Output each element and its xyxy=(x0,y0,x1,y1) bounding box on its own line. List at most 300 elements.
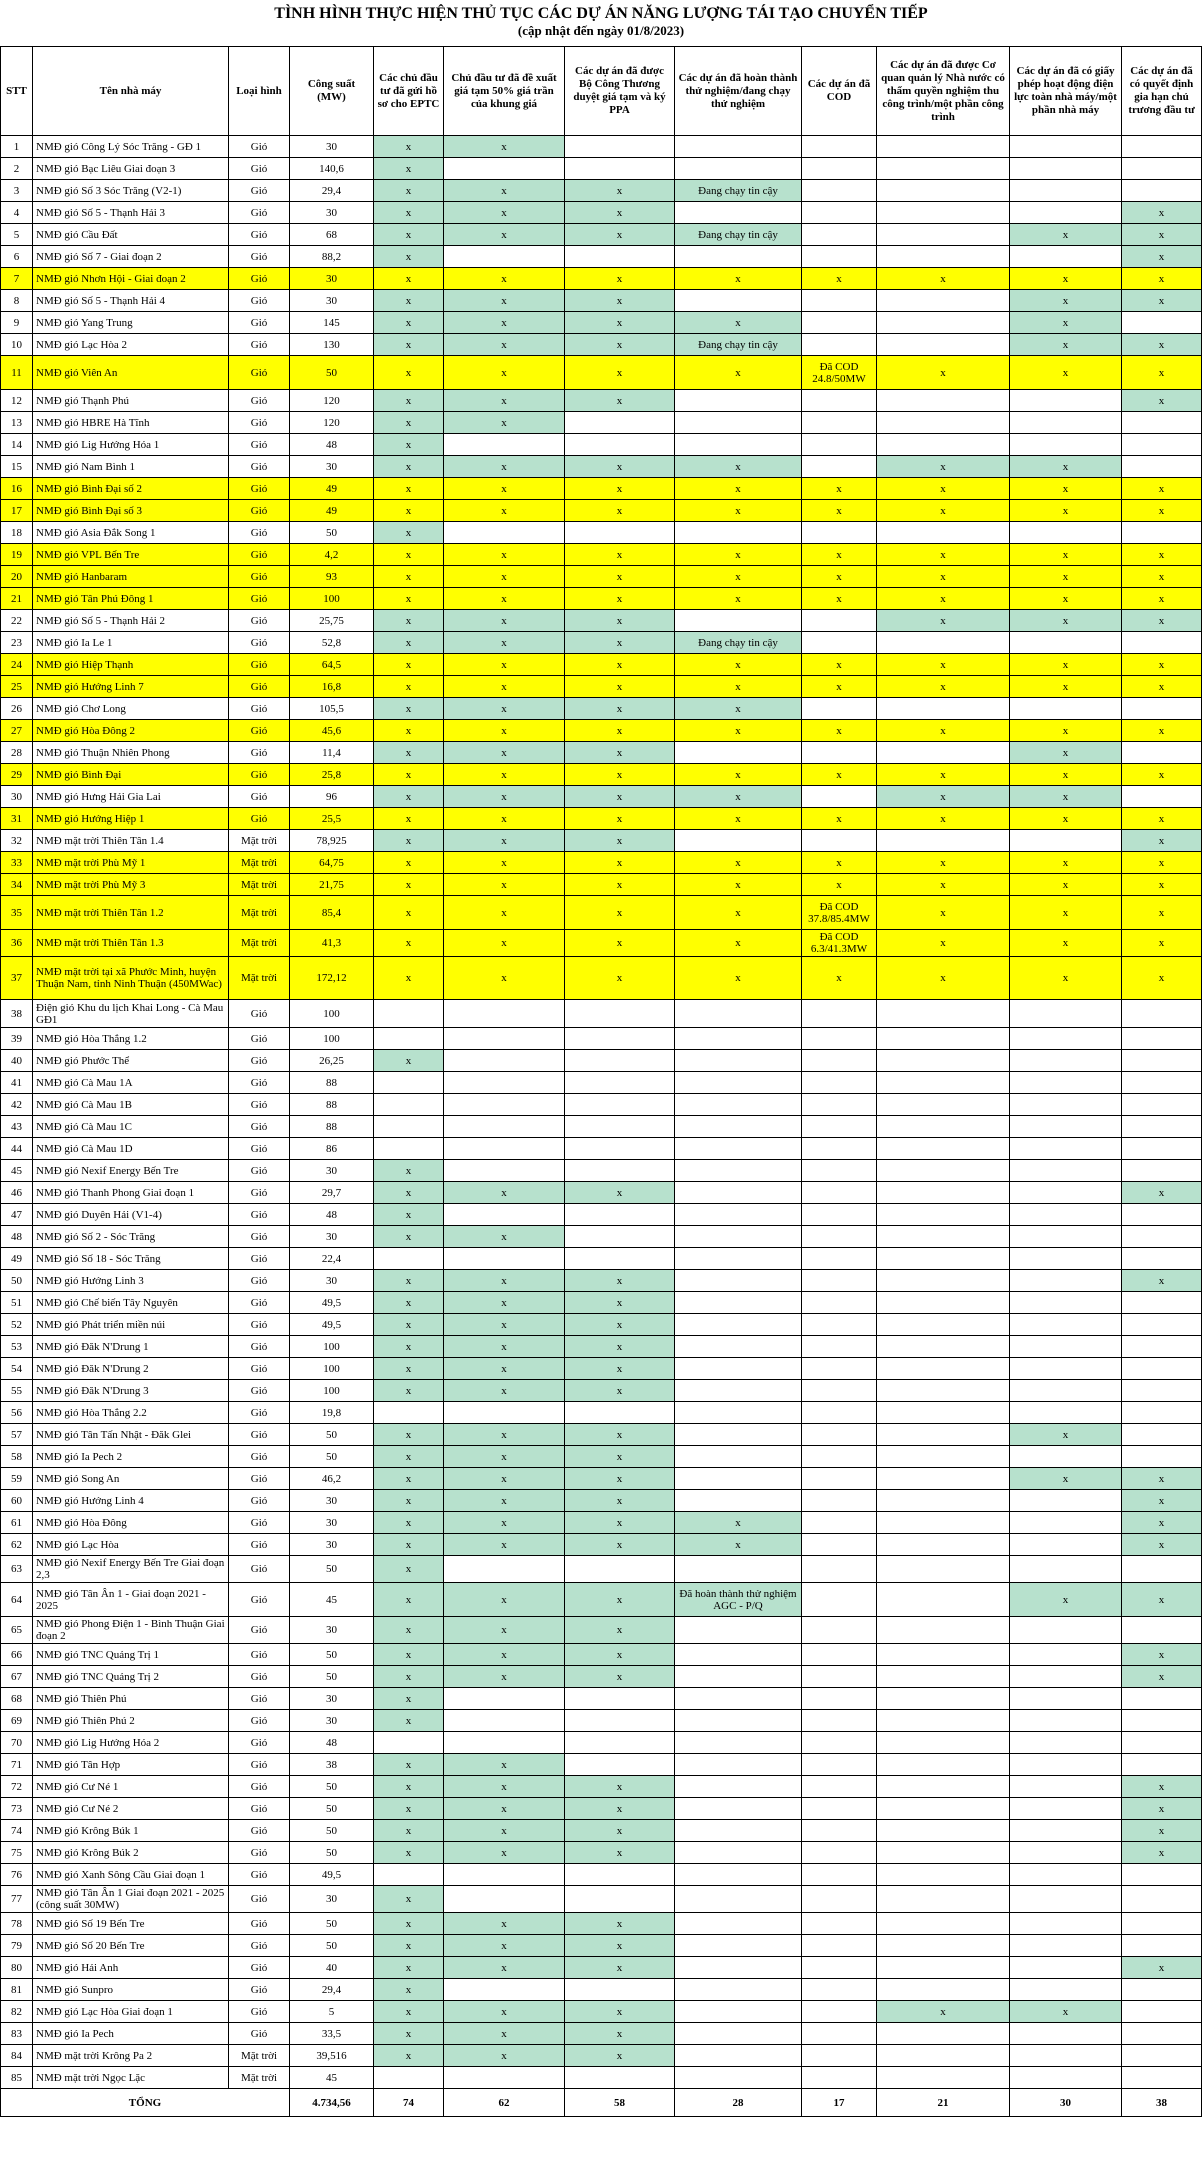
row-stt: 19 xyxy=(1,544,33,566)
row-status xyxy=(1010,2067,1122,2089)
row-status xyxy=(877,830,1010,852)
row-status xyxy=(565,1754,675,1776)
row-status: x xyxy=(565,390,675,412)
row-status: x xyxy=(1010,1583,1122,1617)
row-status: x xyxy=(444,632,565,654)
row-status: x xyxy=(444,1292,565,1314)
table-row xyxy=(1,478,1202,500)
col-header: Công suất (MW) xyxy=(290,47,374,136)
row-capacity: 50 xyxy=(290,1842,374,1864)
table-row xyxy=(1,830,1202,852)
row-name: NMĐ gió Lig Hướng Hóa 1 xyxy=(33,434,229,456)
row-status: x xyxy=(444,1583,565,1617)
row-status: Đã hoàn thành thử nghiệm AGC - P/Q xyxy=(675,1583,802,1617)
row-status: x xyxy=(374,852,444,874)
row-status xyxy=(1122,1732,1202,1754)
table-row xyxy=(1,1402,1202,1424)
row-capacity: 30 xyxy=(290,1534,374,1556)
row-status xyxy=(565,1160,675,1182)
row-status: x xyxy=(565,290,675,312)
row-status xyxy=(675,1072,802,1094)
row-status: x xyxy=(877,478,1010,500)
row-status: x xyxy=(565,202,675,224)
row-status: x xyxy=(374,1754,444,1776)
row-status xyxy=(1010,1913,1122,1935)
row-status: x xyxy=(565,2045,675,2067)
row-name: NMĐ gió Chơ Long xyxy=(33,698,229,720)
row-status xyxy=(1010,434,1122,456)
row-capacity: 86 xyxy=(290,1138,374,1160)
row-stt: 53 xyxy=(1,1336,33,1358)
row-status xyxy=(675,830,802,852)
row-stt: 84 xyxy=(1,2045,33,2067)
row-status xyxy=(877,1490,1010,1512)
row-capacity: 52,8 xyxy=(290,632,374,654)
row-capacity: 50 xyxy=(290,1776,374,1798)
row-type: Gió xyxy=(229,1248,290,1270)
row-status xyxy=(877,224,1010,246)
row-type: Gió xyxy=(229,1490,290,1512)
row-status xyxy=(802,1424,877,1446)
row-capacity: 49,5 xyxy=(290,1292,374,1314)
row-name: NMĐ gió Hòa Thắng 2.2 xyxy=(33,1402,229,1424)
row-status: x xyxy=(1010,874,1122,896)
row-stt: 73 xyxy=(1,1798,33,1820)
row-capacity: 100 xyxy=(290,1336,374,1358)
row-status xyxy=(374,1028,444,1050)
row-status: x xyxy=(565,1182,675,1204)
row-status xyxy=(675,1913,802,1935)
row-status xyxy=(675,1160,802,1182)
row-status: x xyxy=(444,1446,565,1468)
row-status xyxy=(802,1617,877,1644)
row-type: Gió xyxy=(229,1666,290,1688)
row-status: x xyxy=(802,676,877,698)
row-type: Gió xyxy=(229,1380,290,1402)
row-status xyxy=(565,1710,675,1732)
row-stt: 3 xyxy=(1,180,33,202)
row-status xyxy=(444,158,565,180)
row-status xyxy=(877,1336,1010,1358)
row-capacity: 45 xyxy=(290,2067,374,2089)
row-capacity: 145 xyxy=(290,312,374,334)
row-status xyxy=(675,158,802,180)
row-status xyxy=(565,136,675,158)
row-name: NMĐ mặt trời Thiên Tân 1.2 xyxy=(33,896,229,930)
row-status xyxy=(1010,1138,1122,1160)
row-status: x xyxy=(374,896,444,930)
row-status: x xyxy=(1122,1583,1202,1617)
row-status xyxy=(802,786,877,808)
row-stt: 16 xyxy=(1,478,33,500)
row-stt: 40 xyxy=(1,1050,33,1072)
row-status xyxy=(802,1842,877,1864)
row-type: Gió xyxy=(229,1512,290,1534)
row-name: NMĐ gió Krông Búk 2 xyxy=(33,1842,229,1864)
row-name: NMĐ gió Hiệp Thạnh xyxy=(33,654,229,676)
row-status xyxy=(444,1116,565,1138)
row-type: Gió xyxy=(229,720,290,742)
row-status: x xyxy=(565,1617,675,1644)
table-header-row xyxy=(1,47,1202,136)
row-stt: 15 xyxy=(1,456,33,478)
row-stt: 27 xyxy=(1,720,33,742)
row-status xyxy=(877,1094,1010,1116)
row-capacity: 26,25 xyxy=(290,1050,374,1072)
row-status xyxy=(877,1358,1010,1380)
row-status xyxy=(1010,1820,1122,1842)
row-stt: 61 xyxy=(1,1512,33,1534)
row-name: NMĐ gió Phát triển miền núi xyxy=(33,1314,229,1336)
row-name: NMĐ gió Chế biến Tây Nguyên xyxy=(33,1292,229,1314)
row-status xyxy=(877,412,1010,434)
row-status: x xyxy=(374,180,444,202)
row-status: x xyxy=(374,1688,444,1710)
row-status xyxy=(802,698,877,720)
row-status: x xyxy=(802,588,877,610)
row-status: x xyxy=(444,1358,565,1380)
row-type: Gió xyxy=(229,610,290,632)
col-header: Tên nhà máy xyxy=(33,47,229,136)
row-status xyxy=(802,290,877,312)
row-status xyxy=(1010,698,1122,720)
row-status: x xyxy=(565,1336,675,1358)
row-status: x xyxy=(565,1512,675,1534)
row-status xyxy=(565,1138,675,1160)
row-capacity: 29,4 xyxy=(290,180,374,202)
row-type: Gió xyxy=(229,2023,290,2045)
row-stt: 81 xyxy=(1,1979,33,2001)
row-name: NMĐ gió TNC Quảng Trị 2 xyxy=(33,1666,229,1688)
row-status: x xyxy=(802,478,877,500)
row-type: Gió xyxy=(229,1028,290,1050)
row-name: NMĐ gió Lạc Hòa 2 xyxy=(33,334,229,356)
row-status xyxy=(802,1957,877,1979)
row-status xyxy=(877,2023,1010,2045)
row-stt: 39 xyxy=(1,1028,33,1050)
row-status xyxy=(1010,1490,1122,1512)
row-status: x xyxy=(877,786,1010,808)
row-status: x xyxy=(1122,1644,1202,1666)
row-status: x xyxy=(565,742,675,764)
row-status: x xyxy=(374,1050,444,1072)
row-status: x xyxy=(1122,566,1202,588)
row-capacity: 30 xyxy=(290,1710,374,1732)
row-status xyxy=(675,1424,802,1446)
row-status xyxy=(444,1160,565,1182)
row-status xyxy=(1010,1380,1122,1402)
row-status xyxy=(877,1270,1010,1292)
row-status xyxy=(374,1864,444,1886)
row-status: x xyxy=(374,1490,444,1512)
table-row xyxy=(1,1512,1202,1534)
row-status: x xyxy=(374,610,444,632)
row-status: x xyxy=(1010,268,1122,290)
row-status xyxy=(877,1979,1010,2001)
row-status: x xyxy=(802,544,877,566)
row-status: x xyxy=(1122,588,1202,610)
row-status xyxy=(565,158,675,180)
table-row xyxy=(1,1556,1202,1583)
row-status xyxy=(877,158,1010,180)
col-header: Các dự án đã hoàn thành thử nghiệm/đang chạy thử nghiệm xyxy=(675,47,802,136)
row-status: x xyxy=(1122,874,1202,896)
row-status xyxy=(802,1688,877,1710)
row-type: Gió xyxy=(229,246,290,268)
row-status: x xyxy=(1010,1424,1122,1446)
row-status: x xyxy=(802,720,877,742)
row-status xyxy=(877,1000,1010,1028)
row-status xyxy=(1010,1094,1122,1116)
row-stt: 70 xyxy=(1,1732,33,1754)
row-stt: 4 xyxy=(1,202,33,224)
row-status xyxy=(877,312,1010,334)
table-row xyxy=(1,312,1202,334)
row-stt: 13 xyxy=(1,412,33,434)
row-status: x xyxy=(374,1358,444,1380)
row-status xyxy=(1010,1292,1122,1314)
row-capacity: 30 xyxy=(290,1688,374,1710)
row-status: x xyxy=(565,1468,675,1490)
row-capacity: 30 xyxy=(290,1512,374,1534)
row-status: x xyxy=(444,500,565,522)
row-status: x xyxy=(374,1336,444,1358)
table-row xyxy=(1,1776,1202,1798)
row-name: NMĐ gió Krông Búk 1 xyxy=(33,1820,229,1842)
table-row xyxy=(1,1226,1202,1248)
row-status: x xyxy=(374,874,444,896)
row-status: x xyxy=(675,698,802,720)
row-status xyxy=(802,1534,877,1556)
row-name: NMĐ gió Thiên Phú xyxy=(33,1688,229,1710)
row-capacity: 30 xyxy=(290,1270,374,1292)
row-status xyxy=(675,1248,802,1270)
row-status: x xyxy=(374,1204,444,1226)
row-capacity: 30 xyxy=(290,456,374,478)
row-status xyxy=(675,1617,802,1644)
row-status: x xyxy=(877,544,1010,566)
row-name: NMĐ gió Hướng Linh 3 xyxy=(33,1270,229,1292)
table-row xyxy=(1,1424,1202,1446)
row-status: x xyxy=(1122,1820,1202,1842)
row-capacity: 105,5 xyxy=(290,698,374,720)
table-row xyxy=(1,896,1202,930)
row-status xyxy=(802,1116,877,1138)
row-status: x xyxy=(444,224,565,246)
row-status xyxy=(444,434,565,456)
row-status: x xyxy=(565,874,675,896)
table-row xyxy=(1,1688,1202,1710)
row-name: NMĐ gió Yang Trung xyxy=(33,312,229,334)
row-status xyxy=(1010,1979,1122,2001)
row-stt: 35 xyxy=(1,896,33,930)
row-status: x xyxy=(877,676,1010,698)
row-status: x xyxy=(374,1446,444,1468)
table-row xyxy=(1,1358,1202,1380)
row-status: x xyxy=(675,764,802,786)
table-row xyxy=(1,434,1202,456)
row-capacity: 30 xyxy=(290,1886,374,1913)
row-status xyxy=(1122,742,1202,764)
row-stt: 1 xyxy=(1,136,33,158)
row-status: x xyxy=(374,1583,444,1617)
row-status xyxy=(675,1358,802,1380)
row-type: Gió xyxy=(229,1979,290,2001)
row-status xyxy=(802,1913,877,1935)
row-status xyxy=(877,1072,1010,1094)
row-status xyxy=(675,1820,802,1842)
row-status: x xyxy=(565,2001,675,2023)
row-stt: 10 xyxy=(1,334,33,356)
row-status: x xyxy=(444,786,565,808)
table-row xyxy=(1,588,1202,610)
row-status: x xyxy=(374,566,444,588)
table-row xyxy=(1,1204,1202,1226)
row-status xyxy=(565,1050,675,1072)
row-status xyxy=(877,1402,1010,1424)
row-name: NMĐ gió Hướng Linh 4 xyxy=(33,1490,229,1512)
row-capacity: 33,5 xyxy=(290,2023,374,2045)
row-status: x xyxy=(565,1776,675,1798)
row-status xyxy=(877,390,1010,412)
row-type: Gió xyxy=(229,1000,290,1028)
row-status: x xyxy=(565,334,675,356)
row-status: x xyxy=(565,1842,675,1864)
row-status xyxy=(877,1886,1010,1913)
row-capacity: 5 xyxy=(290,2001,374,2023)
row-status: x xyxy=(565,1380,675,1402)
row-status xyxy=(1010,1182,1122,1204)
row-status xyxy=(802,2067,877,2089)
table-row xyxy=(1,290,1202,312)
row-status: x xyxy=(444,544,565,566)
row-status: x xyxy=(1122,1534,1202,1556)
table-row xyxy=(1,1935,1202,1957)
row-status xyxy=(675,1270,802,1292)
row-status xyxy=(675,1842,802,1864)
row-status: x xyxy=(565,566,675,588)
row-status: x xyxy=(1010,852,1122,874)
row-status: x xyxy=(1122,1182,1202,1204)
row-status: x xyxy=(444,720,565,742)
row-name: NMĐ gió Nhơn Hội - Giai đoạn 2 xyxy=(33,268,229,290)
row-type: Gió xyxy=(229,1072,290,1094)
row-status: x xyxy=(444,808,565,830)
row-name: NMĐ gió Cầu Đất xyxy=(33,224,229,246)
row-status: x xyxy=(444,268,565,290)
row-stt: 41 xyxy=(1,1072,33,1094)
row-status xyxy=(1010,1754,1122,1776)
row-status: x xyxy=(374,764,444,786)
row-status: x xyxy=(1122,957,1202,1000)
row-stt: 59 xyxy=(1,1468,33,1490)
row-status: x xyxy=(1122,1512,1202,1534)
col-header: Chủ đầu tư đã đề xuất giá tạm 50% giá trần của khung giá xyxy=(444,47,565,136)
table-row xyxy=(1,698,1202,720)
row-name: NMĐ gió Tân Phú Đông 1 xyxy=(33,588,229,610)
row-status: x xyxy=(675,852,802,874)
row-status: x xyxy=(565,830,675,852)
row-name: NMĐ mặt trời Krông Pa 2 xyxy=(33,2045,229,2067)
row-status xyxy=(565,1732,675,1754)
row-status: x xyxy=(1010,588,1122,610)
row-status xyxy=(374,1732,444,1754)
row-status: x xyxy=(675,930,802,957)
row-capacity: 45 xyxy=(290,1583,374,1617)
row-stt: 47 xyxy=(1,1204,33,1226)
row-status: x xyxy=(675,896,802,930)
row-status xyxy=(802,1935,877,1957)
row-status xyxy=(877,1798,1010,1820)
table-row xyxy=(1,158,1202,180)
row-type: Gió xyxy=(229,632,290,654)
row-type: Gió xyxy=(229,1754,290,1776)
row-type: Gió xyxy=(229,1798,290,1820)
total-count: 58 xyxy=(565,2089,675,2117)
row-stt: 85 xyxy=(1,2067,33,2089)
row-name: NMĐ gió Số 18 - Sóc Trăng xyxy=(33,1248,229,1270)
total-count: 30 xyxy=(1010,2089,1122,2117)
row-status: x xyxy=(444,1754,565,1776)
table-row xyxy=(1,764,1202,786)
row-status xyxy=(565,522,675,544)
row-status: x xyxy=(374,246,444,268)
row-status: x xyxy=(444,1913,565,1935)
row-status xyxy=(444,246,565,268)
row-stt: 58 xyxy=(1,1446,33,1468)
row-status xyxy=(675,246,802,268)
row-status xyxy=(1010,1534,1122,1556)
row-status xyxy=(877,1138,1010,1160)
row-status xyxy=(1010,246,1122,268)
row-status: x xyxy=(444,1666,565,1688)
row-status xyxy=(1010,1402,1122,1424)
row-status xyxy=(1010,136,1122,158)
row-type: Gió xyxy=(229,1617,290,1644)
row-status: x xyxy=(444,1957,565,1979)
row-status xyxy=(444,1094,565,1116)
row-status: x xyxy=(565,1913,675,1935)
row-capacity: 100 xyxy=(290,1000,374,1028)
row-status xyxy=(565,1204,675,1226)
row-status: x xyxy=(374,588,444,610)
row-status xyxy=(877,434,1010,456)
row-capacity: 88,2 xyxy=(290,246,374,268)
row-status xyxy=(1010,1556,1122,1583)
table-row xyxy=(1,390,1202,412)
row-status: x xyxy=(374,1798,444,1820)
total-count: 74 xyxy=(374,2089,444,2117)
row-status xyxy=(444,1556,565,1583)
row-stt: 75 xyxy=(1,1842,33,1864)
row-stt: 71 xyxy=(1,1754,33,1776)
row-status: x xyxy=(374,1226,444,1248)
row-status xyxy=(1010,390,1122,412)
row-name: NMĐ mặt trời Phù Mỹ 1 xyxy=(33,852,229,874)
row-status xyxy=(565,1000,675,1028)
row-status xyxy=(1122,1094,1202,1116)
row-type: Gió xyxy=(229,698,290,720)
table-row xyxy=(1,1468,1202,1490)
row-type: Gió xyxy=(229,742,290,764)
row-capacity: 30 xyxy=(290,1226,374,1248)
row-stt: 72 xyxy=(1,1776,33,1798)
row-status: x xyxy=(877,500,1010,522)
row-capacity: 11,4 xyxy=(290,742,374,764)
row-stt: 83 xyxy=(1,2023,33,2045)
row-stt: 78 xyxy=(1,1913,33,1935)
row-status: x xyxy=(1122,224,1202,246)
